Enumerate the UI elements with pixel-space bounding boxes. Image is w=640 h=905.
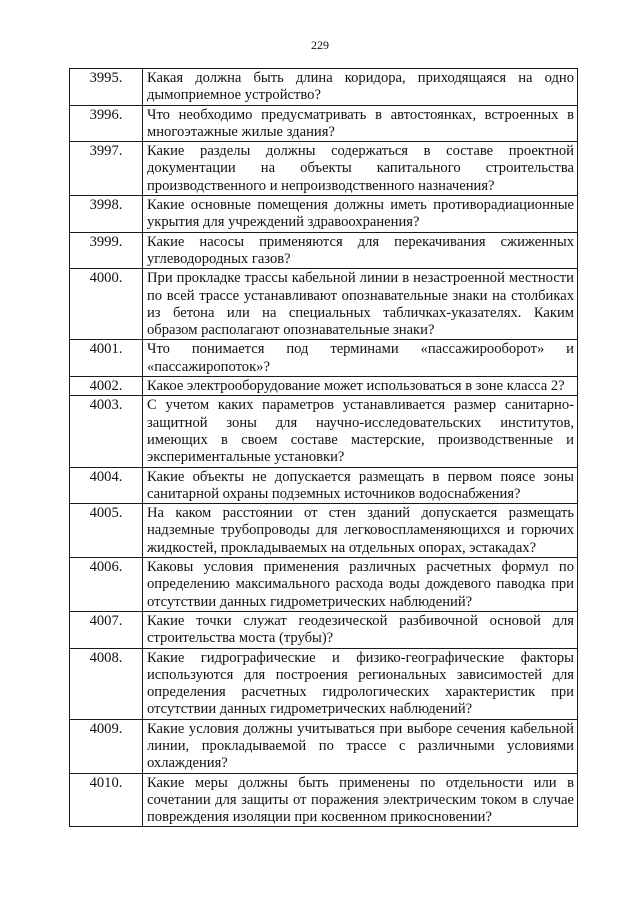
question-number: 4008.: [70, 648, 143, 719]
question-row: [70, 719, 578, 773]
question-row: [70, 377, 578, 396]
question-row: [70, 340, 578, 377]
question-text: Какие меры должны быть применены по отдельности или в сочетании для защиты от поражения электрическим током в случае повреждения изоляции при косвенном прикосновении?: [143, 773, 578, 827]
questions-table-body: [70, 69, 578, 827]
question-text: Какое электрооборудование может использоваться в зоне класса 2?: [143, 377, 578, 396]
question-text: Какие условия должны учитываться при выборе сечения кабельной линии, прокладываемой по трассе с различными условиями охлаждения?: [143, 719, 578, 773]
question-row: [70, 648, 578, 719]
question-text: Какие объекты не допускается размещать в первом поясе зоны санитарной охраны подземных источников водоснабжения?: [143, 467, 578, 504]
question-number: 4007.: [70, 611, 143, 648]
question-number: 3996.: [70, 105, 143, 142]
question-number: 3997.: [70, 142, 143, 196]
question-text: Какие разделы должны содержаться в составе проектной документации на объекты капитального строительства производственного и непроизводственного назначения?: [143, 142, 578, 196]
question-number: 4003.: [70, 396, 143, 467]
question-text: Какие точки служат геодезической разбивочной основой для строительства моста (трубы)?: [143, 611, 578, 648]
question-row: [70, 396, 578, 467]
question-number: 4005.: [70, 504, 143, 558]
question-text: Какие основные помещения должны иметь противорадиационные укрытия для учреждений здравоохранения?: [143, 196, 578, 233]
question-text: Какие гидрографические и физико-географические факторы используются для построения региональных зависимостей для определения расчетных гидрологических характеристик при отсутствии данных гидрометрических наблюдений?: [143, 648, 578, 719]
question-number: 4002.: [70, 377, 143, 396]
question-number: 4006.: [70, 558, 143, 612]
question-number: 3998.: [70, 196, 143, 233]
questions-table: [69, 68, 578, 827]
question-row: [70, 467, 578, 504]
question-row: [70, 69, 578, 106]
question-row: [70, 504, 578, 558]
question-text: С учетом каких параметров устанавливается размер санитарно-защитной зоны для научно-исследовательских институтов, имеющих в своем составе мастерские, производственные и экспериментальные установки?: [143, 396, 578, 467]
question-number: 4000.: [70, 269, 143, 340]
question-row: [70, 611, 578, 648]
question-row: [70, 196, 578, 233]
question-row: [70, 773, 578, 827]
page-number: 229: [311, 38, 329, 52]
question-row: [70, 269, 578, 340]
question-row: [70, 232, 578, 269]
question-text: Какая должна быть длина коридора, приходящаяся на одно дымоприемное устройство?: [143, 69, 578, 106]
question-text: Что понимается под терминами «пассажирооборот» и «пассажиропоток»?: [143, 340, 578, 377]
question-number: 4001.: [70, 340, 143, 377]
question-row: [70, 142, 578, 196]
question-text: Какие насосы применяются для перекачивания сжиженных углеводородных газов?: [143, 232, 578, 269]
question-number: 4010.: [70, 773, 143, 827]
question-text: Что необходимо предусматривать в автостоянках, встроенных в многоэтажные жилые здания?: [143, 105, 578, 142]
question-row: [70, 558, 578, 612]
question-number: 3999.: [70, 232, 143, 269]
question-number: 4009.: [70, 719, 143, 773]
question-number: 3995.: [70, 69, 143, 106]
question-number: 4004.: [70, 467, 143, 504]
question-text: На каком расстоянии от стен зданий допускается размещать надземные трубопроводы для легковоспламеняющихся и горючих жидкостей, прокладываемых на отдельных опорах, эстакадах?: [143, 504, 578, 558]
question-row: [70, 105, 578, 142]
question-text: Каковы условия применения различных расчетных формул по определению максимального расхода воды дождевого паводка при отсутствии данных гидрометрических наблюдений?: [143, 558, 578, 612]
question-text: При прокладке трассы кабельной линии в незастроенной местности по всей трассе устанавливают опознавательные знаки на столбиках из бетона или на специальных табличках-указателях. Каким образом располагают опознавательные знаки?: [143, 269, 578, 340]
